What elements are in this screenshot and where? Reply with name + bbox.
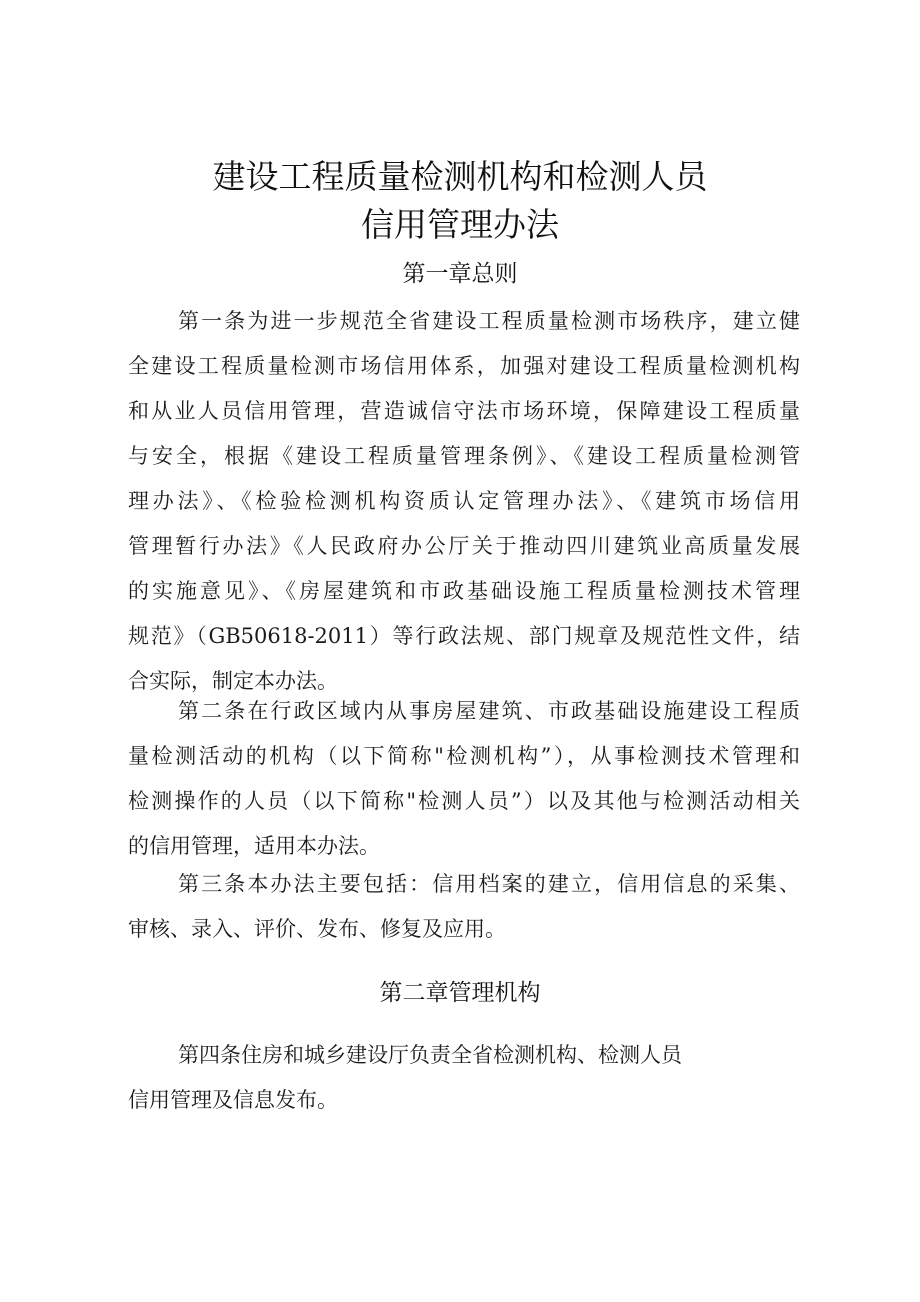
article-1-line: 全建设工程质量检测市场信用体系，加强对建设工程质量检测机构 [128,354,800,378]
article-2 [128,689,800,869]
chapter-heading-1: 第一章总则 [402,261,518,287]
article-2-line: 量检测活动的机构（以下简称"检测机构”），从事检测技术管理和 [128,744,800,768]
chapter-heading-2: 第二章管理机构 [379,980,541,1006]
article-4-line: 信用管理及信息发布。 [128,1088,338,1112]
article-3-line: 第三条本办法主要包括：信用档案的建立，信用信息的采集、 [178,872,800,896]
article-2-line: 的信用管理，适用本办法。 [128,834,380,858]
article-1-line: 管理暂行办法》《人民政府办公厅关于推动四川建筑业高质量发展 [128,534,800,558]
article-2-line: 检测操作的人员（以下简称"检测人员”）以及其他与检测活动相关 [128,789,800,813]
article-1-line: 与安全，根据《建设工程质量管理条例》、《建设工程质量检测管 [128,444,800,468]
article-1-line: 规范》（GB50618-2011）等行政法规、部门规章及规范性文件，结 [128,624,800,648]
article-4 [128,1033,800,1123]
article-3-line: 审核、录入、评价、发布、修复及应用。 [128,917,506,941]
article-1-line: 的实施意见》、《房屋建筑和市政基础设施工程质量检测技术管理 [128,579,800,603]
article-2-line: 第二条在行政区域内从事房屋建筑、市政基础设施建设工程质 [178,699,800,723]
article-1-line: 理办法》、《检验检测机构资质认定管理办法》、《建筑市场信用 [128,489,800,513]
article-1 [128,299,800,704]
document-title-line-1: 建设工程质量检测机构和检测人员 [212,157,708,196]
article-1-line: 合实际，制定本办法。 [128,669,338,693]
article-3 [128,862,800,952]
article-4-line: 第四条住房和城乡建设厅负责全省检测机构、检测人员 [178,1043,682,1067]
document-title-line-2: 信用管理办法 [361,205,559,244]
article-1-line: 第一条为进一步规范全省建设工程质量检测市场秩序，建立健 [178,309,800,333]
article-1-line: 和从业人员信用管理，营造诚信守法市场环境，保障建设工程质量 [128,399,800,423]
